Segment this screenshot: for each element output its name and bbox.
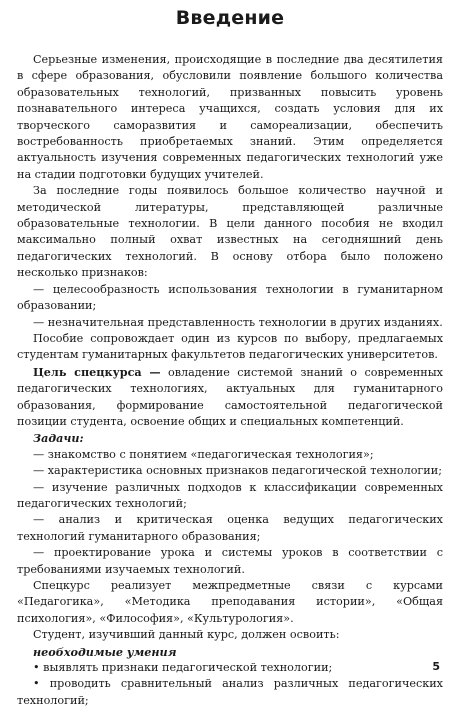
tasks-heading: Задачи:	[33, 431, 84, 446]
task-item: — изучение различных подходов к классификации современных педагогических технологий;	[17, 480, 443, 510]
skill-item: • проводить сравнительный анализ различных педагогических технологий;	[17, 677, 443, 707]
paragraph-student: Студент, изучивший данный курс, должен освоить:	[33, 628, 340, 642]
task-item: — проектирование урока и системы уроков в соответствии с требованиями изучаемых технологий.	[17, 546, 443, 576]
task-item: — знакомство с понятием «педагогическая технология»;	[33, 447, 374, 461]
criterion-item: — незначительная представленность технологии в других изданиях.	[33, 315, 443, 329]
task-item: — характеристика основных признаков педагогической технологии;	[33, 464, 442, 478]
paragraph-manual: Пособие сопровождает один из курсов по выбору, предлагаемых студентам гуманитарных факультетов педагогических университетов.	[17, 331, 443, 362]
skill-item: • выявлять признаки педагогической технологии;	[33, 661, 333, 675]
paragraph-links: Спецкурс реализует межпредметные связи с курсами «Педагогика», «Методика преподавания истории», «Общая психология», «Философия», «Культурология».	[17, 579, 443, 625]
course-goal-text: овладение системой знаний о современных педагогических технологиях, актуальных для гуманитарного образования, формирование самостоятельной педагогической позиции студента, освоение общих и специальных компетенций.	[17, 365, 443, 428]
paragraph-literature: За последние годы появилось большое количество научной и методической литературы, представляющей различные образовательные технологии. В цели данного пособия не входил максимально полный охват известных на сегодняшний день педагогических технологий. В основу отбора было положено несколько признаков:	[17, 184, 443, 280]
course-goal-label: Цель спецкурса —	[33, 364, 161, 379]
body-text	[17, 52, 443, 709]
page-number: 5	[432, 660, 440, 673]
page-title: Введение	[175, 7, 285, 29]
skills-heading: необходимые умения	[33, 644, 177, 659]
paragraph-course-goal	[17, 364, 443, 431]
task-item: — анализ и критическая оценка ведущих педагогических технологий гуманитарного образования;	[17, 513, 443, 543]
paragraph-intro: Серьезные изменения, происходящие в последние два десятилетия в сфере образования, обусловили появление большого количества образовательных технологий, призванных повысить уровень познавательного интереса учащихся, создать условия для их творческого саморазвития и самореализации, обеспечить востребованность приобретаемых знаний. Этим определяется актуальность изучения современных педагогических технологий уже на стадии подготовки будущих учителей.	[17, 53, 443, 181]
criterion-item: — целесообразность использования технологии в гуманитарном образовании;	[17, 282, 443, 313]
